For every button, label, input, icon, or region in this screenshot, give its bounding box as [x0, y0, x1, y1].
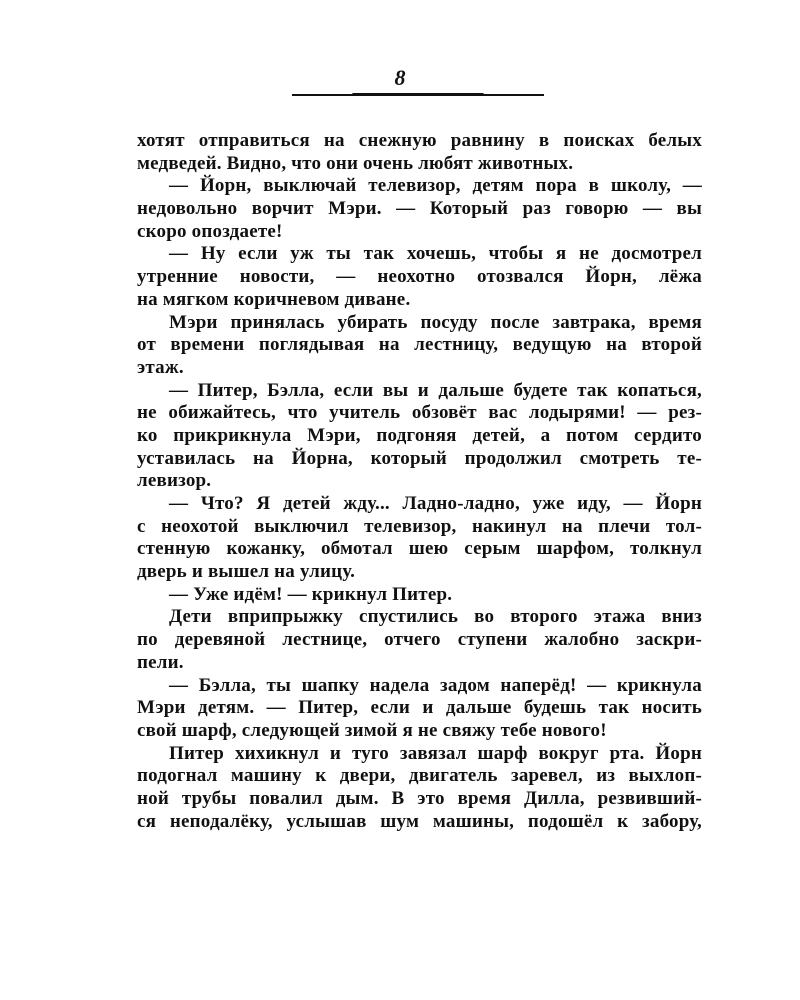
text-line: Питер хихикнул и туго завязал шарф вокруг рта. Йорн	[169, 742, 702, 764]
text-line: Дети вприпрыжку спустились во второго этажа вниз	[169, 606, 702, 628]
text-line: недовольно ворчит Мэри. — Который раз говорю — вы	[137, 198, 702, 220]
text-line: левизор.	[137, 470, 212, 492]
page-number: 8	[394, 65, 406, 90]
text-line: ко прикрикнула Мэри, подгоняя детей, а потом сердито	[137, 424, 702, 446]
text-line: ся неподалёку, услышав шум машины, подошёл к забору,	[137, 810, 702, 832]
text-line: пели.	[137, 651, 184, 673]
text-line: — Что? Я детей жду... Ладно-ладно, уже иду, — Йорн	[169, 493, 702, 514]
text-line: по деревяной лестнице, отчего ступени жалобно заскри-	[137, 629, 702, 651]
text-line: с неохотой выключил телевизор, накинул на плечи тол-	[137, 515, 702, 537]
text-line: подогнал машину к двери, двигатель заревел, из выхлоп-	[137, 765, 702, 787]
text-line: свой шарф, следующей зимой я не свяжу тебе нового!	[137, 719, 607, 741]
text-line: уставилась на Йорна, который продолжил смотреть те-	[137, 447, 702, 469]
text-line: этаж.	[137, 356, 184, 378]
text-line: медведей. Видно, что они очень любят животных.	[137, 152, 574, 174]
text-line: — Ну если уж ты так хочешь, чтобы я не досмотрел	[169, 243, 702, 265]
text-line: ной трубы повалил дым. В это время Дилла, резвивший-	[137, 787, 702, 809]
header-rule	[292, 94, 544, 96]
text-line: хотят отправиться на снежную равнину в поисках белых	[137, 130, 702, 151]
text-line: — Питер, Бэлла, если вы и дальше будете так копаться,	[169, 379, 702, 401]
text-line: утренние новости, — неохотно отозвался Йорн, лёжа	[137, 266, 702, 288]
text-line: Мэри принялась убирать посуду после завтрака, время	[169, 311, 702, 333]
text-line: — Йорн, выключай телевизор, детям пора в школу, —	[169, 175, 702, 197]
text-line: дверь и вышел на улицу.	[137, 561, 356, 583]
text-line: — Уже идём! — крикнул Питер.	[169, 583, 453, 605]
text-line: скоро опоздаете!	[137, 220, 283, 242]
text-line: — Бэлла, ты шапку надела задом наперёд! — крикнула	[169, 674, 702, 696]
text-line: от времени поглядывая на лестницу, ведущую на второй	[137, 334, 702, 356]
text-line: Мэри детям. — Питер, если и дальше будешь так носить	[137, 697, 702, 719]
text-line: стенную кожанку, обмотал шею серым шарфом, толкнул	[137, 538, 702, 560]
text-line: не обижайтесь, что учитель обзовёт вас лодырями! — рез-	[137, 402, 702, 424]
text-line: на мягком коричневом диване.	[137, 288, 411, 310]
body-text	[137, 130, 702, 833]
